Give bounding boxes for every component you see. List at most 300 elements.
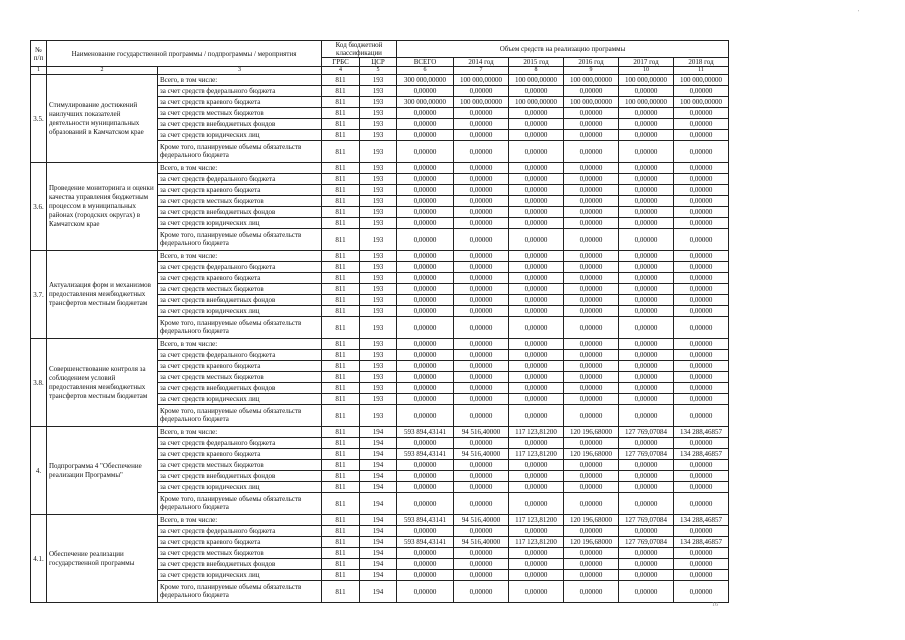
csr-code: 193 xyxy=(360,372,397,383)
header-2014: 2014 год xyxy=(454,58,509,67)
value-2015: 0,00000 xyxy=(509,350,564,361)
value-2017: 0,00000 xyxy=(619,339,674,350)
value-2014: 0,00000 xyxy=(454,185,509,196)
value-2015: 0,00000 xyxy=(509,295,564,306)
value-2016: 0,00000 xyxy=(564,361,619,372)
funding-source: за счет средств местных бюджетов xyxy=(158,284,322,295)
csr-code: 193 xyxy=(360,130,397,141)
csr-code: 193 xyxy=(360,108,397,119)
value-2014: 100 000,00000 xyxy=(454,97,509,108)
total-value: 0,00000 xyxy=(397,438,454,449)
csr-code: 194 xyxy=(360,548,397,559)
funding-source: за счет средств юридических лиц xyxy=(158,218,322,229)
funding-source: Всего, в том числе: xyxy=(158,75,322,86)
grbs-code: 811 xyxy=(322,207,360,218)
value-2017: 0,00000 xyxy=(619,493,674,515)
value-2016: 0,00000 xyxy=(564,350,619,361)
total-value: 0,00000 xyxy=(397,86,454,97)
value-2018: 0,00000 xyxy=(674,108,729,119)
csr-code: 193 xyxy=(360,317,397,339)
value-2014: 0,00000 xyxy=(454,526,509,537)
grbs-code: 811 xyxy=(322,394,360,405)
grbs-code: 811 xyxy=(322,460,360,471)
value-2014: 0,00000 xyxy=(454,229,509,251)
value-2016: 0,00000 xyxy=(564,394,619,405)
total-value: 0,00000 xyxy=(397,570,454,581)
value-2015: 0,00000 xyxy=(509,482,564,493)
grbs-code: 811 xyxy=(322,174,360,185)
value-2016: 0,00000 xyxy=(564,317,619,339)
grbs-code: 811 xyxy=(322,185,360,196)
value-2017: 0,00000 xyxy=(619,119,674,130)
csr-code: 194 xyxy=(360,515,397,526)
value-2015: 0,00000 xyxy=(509,460,564,471)
column-number: 4 xyxy=(322,67,360,75)
value-2018: 0,00000 xyxy=(674,295,729,306)
total-value: 0,00000 xyxy=(397,141,454,163)
value-2015: 0,00000 xyxy=(509,284,564,295)
csr-code: 194 xyxy=(360,570,397,581)
value-2016: 0,00000 xyxy=(564,482,619,493)
funding-source: за счет средств местных бюджетов xyxy=(158,372,322,383)
grbs-code: 811 xyxy=(322,306,360,317)
value-2017: 0,00000 xyxy=(619,295,674,306)
value-2016: 100 000,00000 xyxy=(564,97,619,108)
total-value: 0,00000 xyxy=(397,317,454,339)
csr-code: 193 xyxy=(360,97,397,108)
value-2014: 0,00000 xyxy=(454,394,509,405)
header-total: ВСЕГО xyxy=(397,58,454,67)
column-number: 10 xyxy=(619,67,674,75)
item-number: 3.8. xyxy=(31,339,47,427)
value-2015: 0,00000 xyxy=(509,526,564,537)
value-2014: 0,00000 xyxy=(454,460,509,471)
value-2014: 0,00000 xyxy=(454,130,509,141)
value-2018: 0,00000 xyxy=(674,383,729,394)
grbs-code: 811 xyxy=(322,471,360,482)
value-2018: 0,00000 xyxy=(674,273,729,284)
value-2016: 120 196,68000 xyxy=(564,449,619,460)
value-2017: 0,00000 xyxy=(619,405,674,427)
funding-source: Кроме того, планируемые объемы обязательств федерального бюджета xyxy=(158,405,322,427)
grbs-code: 811 xyxy=(322,438,360,449)
table-row xyxy=(31,251,729,262)
funding-source: за счет средств местных бюджетов xyxy=(158,460,322,471)
value-2018: 0,00000 xyxy=(674,471,729,482)
value-2017: 0,00000 xyxy=(619,581,674,603)
grbs-code: 811 xyxy=(322,570,360,581)
value-2018: 0,00000 xyxy=(674,119,729,130)
value-2015: 0,00000 xyxy=(509,119,564,130)
value-2015: 0,00000 xyxy=(509,130,564,141)
funding-source: Кроме того, планируемые объемы обязательств федерального бюджета xyxy=(158,493,322,515)
csr-code: 193 xyxy=(360,218,397,229)
grbs-code: 811 xyxy=(322,119,360,130)
value-2017: 0,00000 xyxy=(619,141,674,163)
value-2018: 0,00000 xyxy=(674,130,729,141)
value-2018: 100 000,00000 xyxy=(674,97,729,108)
funding-source: за счет средств внебюджетных фондов xyxy=(158,119,322,130)
value-2018: 0,00000 xyxy=(674,482,729,493)
value-2015: 0,00000 xyxy=(509,548,564,559)
csr-code: 194 xyxy=(360,449,397,460)
total-value: 0,00000 xyxy=(397,229,454,251)
total-value: 0,00000 xyxy=(397,284,454,295)
total-value: 0,00000 xyxy=(397,306,454,317)
value-2015: 0,00000 xyxy=(509,163,564,174)
value-2017: 0,00000 xyxy=(619,350,674,361)
funding-source: за счет средств внебюджетных фондов xyxy=(158,383,322,394)
csr-code: 193 xyxy=(360,350,397,361)
total-value: 0,00000 xyxy=(397,581,454,603)
table-row xyxy=(31,75,729,86)
column-number: 2 xyxy=(47,67,158,75)
value-2016: 0,00000 xyxy=(564,306,619,317)
value-2017: 100 000,00000 xyxy=(619,75,674,86)
value-2018: 134 288,46857 xyxy=(674,449,729,460)
value-2016: 0,00000 xyxy=(564,526,619,537)
header-2015: 2015 год xyxy=(509,58,564,67)
grbs-code: 811 xyxy=(322,361,360,372)
column-number: 7 xyxy=(454,67,509,75)
value-2017: 0,00000 xyxy=(619,108,674,119)
csr-code: 193 xyxy=(360,273,397,284)
value-2018: 0,00000 xyxy=(674,361,729,372)
total-value: 0,00000 xyxy=(397,262,454,273)
value-2015: 0,00000 xyxy=(509,339,564,350)
funding-source: за счет средств местных бюджетов xyxy=(158,548,322,559)
value-2016: 100 000,00000 xyxy=(564,75,619,86)
total-value: 0,00000 xyxy=(397,548,454,559)
funding-source: за счет средств краевого бюджета xyxy=(158,537,322,548)
value-2017: 0,00000 xyxy=(619,383,674,394)
total-value: 0,00000 xyxy=(397,119,454,130)
csr-code: 193 xyxy=(360,185,397,196)
total-value: 0,00000 xyxy=(397,163,454,174)
value-2015: 0,00000 xyxy=(509,405,564,427)
value-2017: 0,00000 xyxy=(619,196,674,207)
header-volume: Объем средств на реализацию программы xyxy=(397,41,729,58)
value-2014: 0,00000 xyxy=(454,559,509,570)
grbs-code: 811 xyxy=(322,537,360,548)
total-value: 0,00000 xyxy=(397,460,454,471)
value-2018: 0,00000 xyxy=(674,284,729,295)
grbs-code: 811 xyxy=(322,196,360,207)
total-value: 0,00000 xyxy=(397,295,454,306)
csr-code: 194 xyxy=(360,526,397,537)
value-2017: 0,00000 xyxy=(619,306,674,317)
funding-source: за счет средств юридических лиц xyxy=(158,306,322,317)
funding-source: за счет средств федерального бюджета xyxy=(158,86,322,97)
value-2018: 0,00000 xyxy=(674,526,729,537)
value-2018: 0,00000 xyxy=(674,350,729,361)
value-2014: 0,00000 xyxy=(454,86,509,97)
funding-source: за счет средств внебюджетных фондов xyxy=(158,207,322,218)
value-2014: 0,00000 xyxy=(454,438,509,449)
funding-source: за счет средств внебюджетных фондов xyxy=(158,559,322,570)
column-number-row xyxy=(31,67,729,75)
grbs-code: 811 xyxy=(322,317,360,339)
value-2017: 0,00000 xyxy=(619,559,674,570)
value-2018: 0,00000 xyxy=(674,229,729,251)
header-csr: ЦСР xyxy=(360,58,397,67)
value-2014: 0,00000 xyxy=(454,295,509,306)
value-2015: 0,00000 xyxy=(509,361,564,372)
total-value: 0,00000 xyxy=(397,251,454,262)
grbs-code: 811 xyxy=(322,581,360,603)
value-2014: 94 516,40000 xyxy=(454,449,509,460)
item-name: Проведение мониторинга и оценки качества управления бюджетным процессом в муниципальных районах (городских округах) в Камчатском крае xyxy=(47,163,158,251)
value-2016: 0,00000 xyxy=(564,108,619,119)
grbs-code: 811 xyxy=(322,75,360,86)
item-number: 4. xyxy=(31,427,47,515)
value-2015: 0,00000 xyxy=(509,207,564,218)
grbs-code: 811 xyxy=(322,372,360,383)
funding-source: за счет средств краевого бюджета xyxy=(158,273,322,284)
value-2014: 0,00000 xyxy=(454,306,509,317)
header-name: Наименование государственной программы / подпрограммы / мероприятия xyxy=(47,41,322,67)
csr-code: 193 xyxy=(360,383,397,394)
value-2016: 0,00000 xyxy=(564,460,619,471)
item-number: 3.7. xyxy=(31,251,47,339)
value-2017: 0,00000 xyxy=(619,361,674,372)
csr-code: 194 xyxy=(360,493,397,515)
value-2016: 120 196,68000 xyxy=(564,427,619,438)
grbs-code: 811 xyxy=(322,86,360,97)
csr-code: 194 xyxy=(360,559,397,570)
grbs-code: 811 xyxy=(322,559,360,570)
column-number: 9 xyxy=(564,67,619,75)
value-2015: 0,00000 xyxy=(509,559,564,570)
csr-code: 193 xyxy=(360,251,397,262)
value-2016: 0,00000 xyxy=(564,163,619,174)
grbs-code: 811 xyxy=(322,284,360,295)
value-2016: 0,00000 xyxy=(564,141,619,163)
value-2014: 0,00000 xyxy=(454,273,509,284)
funding-source: за счет средств федерального бюджета xyxy=(158,262,322,273)
funding-source: за счет средств краевого бюджета xyxy=(158,361,322,372)
value-2017: 0,00000 xyxy=(619,471,674,482)
value-2018: 0,00000 xyxy=(674,493,729,515)
value-2015: 0,00000 xyxy=(509,218,564,229)
value-2018: 134 288,46857 xyxy=(674,427,729,438)
value-2016: 0,00000 xyxy=(564,548,619,559)
value-2015: 0,00000 xyxy=(509,196,564,207)
value-2017: 0,00000 xyxy=(619,174,674,185)
header-code: Код бюджетной классификации xyxy=(322,41,397,58)
csr-code: 193 xyxy=(360,394,397,405)
value-2016: 0,00000 xyxy=(564,130,619,141)
value-2017: 0,00000 xyxy=(619,526,674,537)
header-grbs: ГРБС xyxy=(322,58,360,67)
total-value: 0,00000 xyxy=(397,185,454,196)
csr-code: 193 xyxy=(360,174,397,185)
value-2016: 0,00000 xyxy=(564,119,619,130)
value-2018: 0,00000 xyxy=(674,438,729,449)
value-2015: 0,00000 xyxy=(509,141,564,163)
header-number: № п/п xyxy=(31,41,47,67)
value-2018: 0,00000 xyxy=(674,570,729,581)
funding-source: за счет средств внебюджетных фондов xyxy=(158,471,322,482)
funding-source: за счет средств федерального бюджета xyxy=(158,526,322,537)
value-2015: 0,00000 xyxy=(509,581,564,603)
funding-source: Всего, в том числе: xyxy=(158,427,322,438)
value-2014: 0,00000 xyxy=(454,350,509,361)
grbs-code: 811 xyxy=(322,130,360,141)
value-2015: 0,00000 xyxy=(509,317,564,339)
grbs-code: 811 xyxy=(322,526,360,537)
value-2015: 0,00000 xyxy=(509,185,564,196)
value-2017: 127 769,07084 xyxy=(619,427,674,438)
funding-source: за счет средств местных бюджетов xyxy=(158,108,322,119)
value-2018: 0,00000 xyxy=(674,548,729,559)
value-2014: 0,00000 xyxy=(454,141,509,163)
total-value: 0,00000 xyxy=(397,361,454,372)
grbs-code: 811 xyxy=(322,262,360,273)
value-2014: 0,00000 xyxy=(454,482,509,493)
value-2018: 0,00000 xyxy=(674,306,729,317)
table-row xyxy=(31,515,729,526)
value-2018: 0,00000 xyxy=(674,317,729,339)
total-value: 0,00000 xyxy=(397,372,454,383)
value-2015: 0,00000 xyxy=(509,273,564,284)
value-2017: 0,00000 xyxy=(619,460,674,471)
value-2015: 0,00000 xyxy=(509,174,564,185)
csr-code: 193 xyxy=(360,405,397,427)
table-row xyxy=(31,339,729,350)
value-2016: 0,00000 xyxy=(564,185,619,196)
value-2015: 0,00000 xyxy=(509,86,564,97)
grbs-code: 811 xyxy=(322,218,360,229)
funding-source: за счет средств юридических лиц xyxy=(158,130,322,141)
value-2016: 0,00000 xyxy=(564,581,619,603)
value-2014: 0,00000 xyxy=(454,251,509,262)
value-2014: 0,00000 xyxy=(454,361,509,372)
value-2016: 0,00000 xyxy=(564,438,619,449)
value-2016: 0,00000 xyxy=(564,218,619,229)
value-2016: 0,00000 xyxy=(564,284,619,295)
funding-source: Всего, в том числе: xyxy=(158,251,322,262)
funding-source: за счет средств федерального бюджета xyxy=(158,350,322,361)
total-value: 0,00000 xyxy=(397,196,454,207)
value-2015: 0,00000 xyxy=(509,570,564,581)
value-2018: 0,00000 xyxy=(674,163,729,174)
value-2017: 0,00000 xyxy=(619,262,674,273)
value-2015: 0,00000 xyxy=(509,108,564,119)
value-2017: 100 000,00000 xyxy=(619,97,674,108)
value-2018: 0,00000 xyxy=(674,339,729,350)
item-number: 3.6. xyxy=(31,163,47,251)
grbs-code: 811 xyxy=(322,515,360,526)
total-value: 593 894,43141 xyxy=(397,427,454,438)
value-2014: 0,00000 xyxy=(454,218,509,229)
value-2015: 0,00000 xyxy=(509,372,564,383)
value-2018: 100 000,00000 xyxy=(674,75,729,86)
value-2014: 0,00000 xyxy=(454,317,509,339)
item-name: Стимулирование достижений наилучших показателей деятельности муниципальных образований в Камчатском крае xyxy=(47,75,158,163)
csr-code: 194 xyxy=(360,438,397,449)
value-2017: 0,00000 xyxy=(619,438,674,449)
value-2018: 0,00000 xyxy=(674,218,729,229)
value-2014: 0,00000 xyxy=(454,119,509,130)
value-2017: 0,00000 xyxy=(619,218,674,229)
column-number: 3 xyxy=(158,67,322,75)
value-2015: 117 123,81200 xyxy=(509,427,564,438)
csr-code: 193 xyxy=(360,86,397,97)
csr-code: 193 xyxy=(360,196,397,207)
grbs-code: 811 xyxy=(322,229,360,251)
value-2014: 0,00000 xyxy=(454,196,509,207)
value-2015: 0,00000 xyxy=(509,438,564,449)
value-2015: 0,00000 xyxy=(509,262,564,273)
value-2018: 0,00000 xyxy=(674,372,729,383)
value-2017: 127 769,07084 xyxy=(619,537,674,548)
csr-code: 193 xyxy=(360,163,397,174)
table-row xyxy=(31,163,729,174)
funding-source: за счет средств краевого бюджета xyxy=(158,449,322,460)
grbs-code: 811 xyxy=(322,350,360,361)
value-2016: 0,00000 xyxy=(564,174,619,185)
value-2014: 94 516,40000 xyxy=(454,537,509,548)
value-2017: 0,00000 xyxy=(619,372,674,383)
value-2016: 0,00000 xyxy=(564,493,619,515)
value-2018: 0,00000 xyxy=(674,185,729,196)
value-2016: 0,00000 xyxy=(564,383,619,394)
total-value: 0,00000 xyxy=(397,218,454,229)
value-2018: 134 288,46857 xyxy=(674,515,729,526)
grbs-code: 811 xyxy=(322,339,360,350)
value-2015: 0,00000 xyxy=(509,229,564,251)
value-2015: 0,00000 xyxy=(509,394,564,405)
value-2014: 0,00000 xyxy=(454,284,509,295)
grbs-code: 811 xyxy=(322,97,360,108)
value-2014: 0,00000 xyxy=(454,339,509,350)
value-2017: 0,00000 xyxy=(619,284,674,295)
value-2018: 134 288,46857 xyxy=(674,537,729,548)
value-2017: 0,00000 xyxy=(619,548,674,559)
value-2014: 0,00000 xyxy=(454,405,509,427)
funding-source: Кроме того, планируемые объемы обязательств федерального бюджета xyxy=(158,317,322,339)
total-value: 0,00000 xyxy=(397,559,454,570)
total-value: 0,00000 xyxy=(397,471,454,482)
total-value: 0,00000 xyxy=(397,339,454,350)
value-2017: 0,00000 xyxy=(619,273,674,284)
value-2016: 0,00000 xyxy=(564,559,619,570)
value-2014: 0,00000 xyxy=(454,548,509,559)
grbs-code: 811 xyxy=(322,405,360,427)
value-2014: 0,00000 xyxy=(454,471,509,482)
value-2018: 0,00000 xyxy=(674,460,729,471)
item-name: Актуализация форм и механизмов предоставления межбюджетных трансфертов местным бюджетам xyxy=(47,251,158,339)
total-value: 300 000,00000 xyxy=(397,75,454,86)
column-number: 11 xyxy=(674,67,729,75)
value-2017: 0,00000 xyxy=(619,317,674,339)
grbs-code: 811 xyxy=(322,108,360,119)
total-value: 0,00000 xyxy=(397,405,454,427)
value-2014: 0,00000 xyxy=(454,163,509,174)
value-2016: 0,00000 xyxy=(564,262,619,273)
total-value: 0,00000 xyxy=(397,493,454,515)
grbs-code: 811 xyxy=(322,141,360,163)
value-2018: 0,00000 xyxy=(674,174,729,185)
column-number: 5 xyxy=(360,67,397,75)
value-2017: 127 769,07084 xyxy=(619,515,674,526)
funding-source: Кроме того, планируемые объемы обязательств федерального бюджета xyxy=(158,141,322,163)
value-2018: 0,00000 xyxy=(674,559,729,570)
funding-source: Всего, в том числе: xyxy=(158,339,322,350)
grbs-code: 811 xyxy=(322,482,360,493)
grbs-code: 811 xyxy=(322,251,360,262)
